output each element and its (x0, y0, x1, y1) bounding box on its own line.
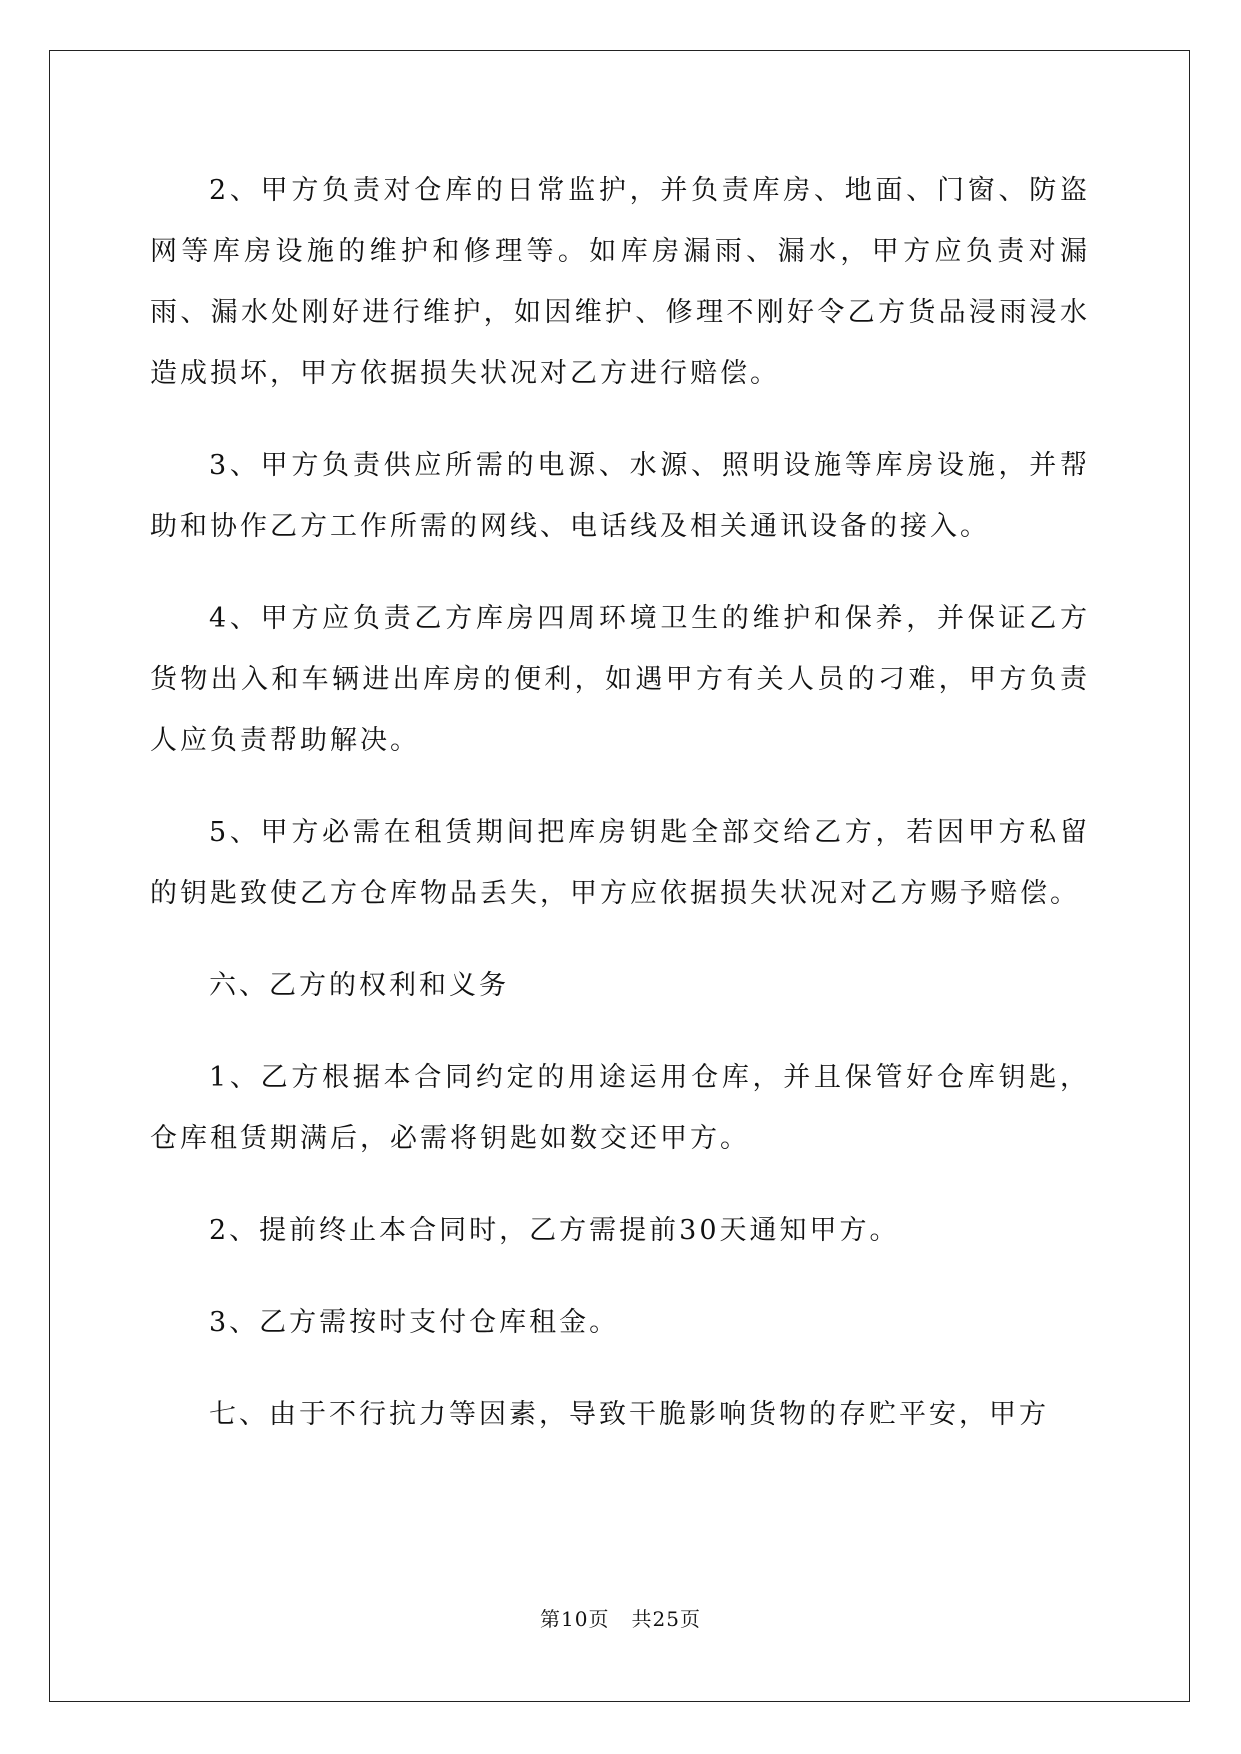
page-total: 共25页 (631, 1607, 701, 1631)
section-heading-seven: 七、由于不行抗力等因素，导致干脆影响货物的存贮平安，甲方 (209, 1399, 1049, 1430)
page-number: 第10页 (540, 1607, 610, 1631)
paragraph-clause-3: 3、甲方负责供应所需的电源、水源、照明设施等库房设施，并帮助和协作乙方工作所需的网线、电话线及相关通讯设备的接入。 (150, 450, 1090, 542)
section-heading-six: 六、乙方的权利和义务 (209, 970, 509, 1001)
paragraph-clause-2: 2、甲方负责对仓库的日常监护，并负责库房、地面、门窗、防盗网等库房设施的维护和修理等。如库房漏雨、漏水，甲方应负责对漏雨、漏水处刚好进行维护，如因维护、修理不刚好令乙方货品浸雨浸水造成损坏，甲方依据损失状况对乙方进行赔偿。 (150, 175, 1090, 389)
paragraph-clause-4: 4、甲方应负责乙方库房四周环境卫生的维护和保养，并保证乙方货物出入和车辆进出库房的便利，如遇甲方有关人员的刁难，甲方负责人应负责帮助解决。 (150, 603, 1090, 756)
page-footer (0, 1603, 1241, 1632)
paragraph-b-clause-2: 2、提前终止本合同时，乙方需提前30天通知甲方。 (209, 1215, 900, 1246)
paragraph-b-clause-3: 3、乙方需按时支付仓库租金。 (209, 1307, 620, 1338)
document-body (150, 160, 1090, 1476)
paragraph-b-clause-1: 1、乙方根据本合同约定的用途运用仓库，并且保管好仓库钥匙，仓库租赁期满后，必需将钥匙如数交还甲方。 (150, 1062, 1090, 1154)
paragraph-clause-5: 5、甲方必需在租赁期间把库房钥匙全部交给乙方，若因甲方私留的钥匙致使乙方仓库物品丢失，甲方应依据损失状况对乙方赐予赔偿。 (150, 817, 1090, 909)
